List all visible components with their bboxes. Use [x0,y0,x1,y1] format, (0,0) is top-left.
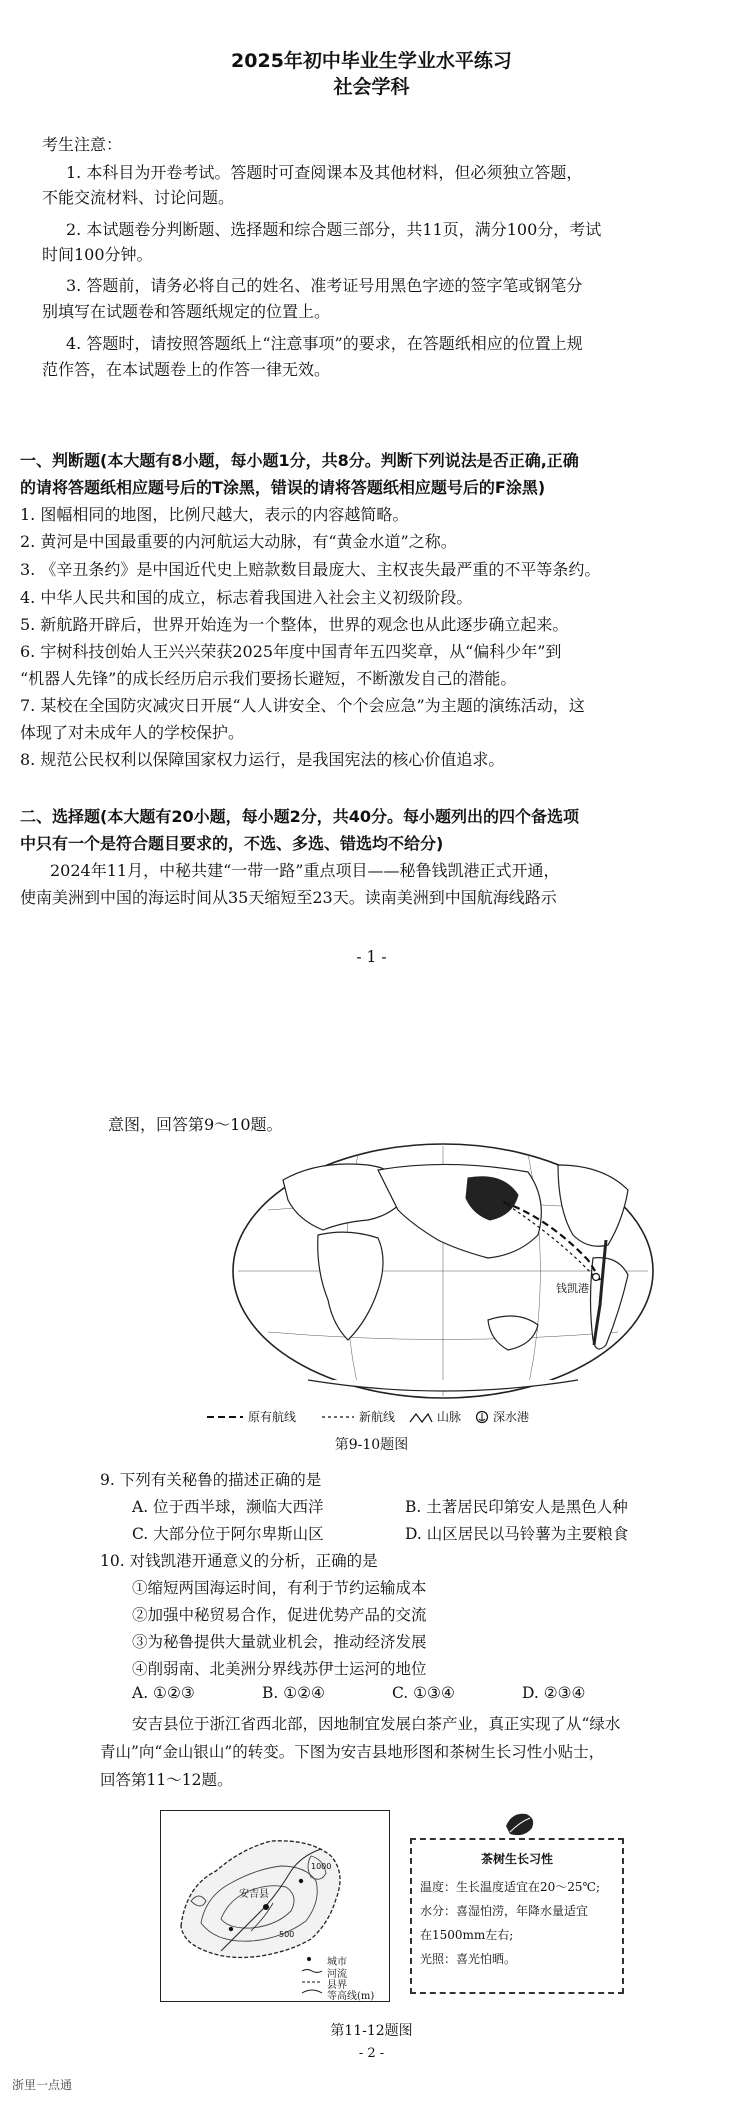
legend-label: 等高线(m) [327,1991,375,2002]
passage-line: 回答第11～12题。 [100,1771,233,1789]
legend-label: 城市 [327,1957,347,1968]
section2-heading: 中只有一个是符合题目要求的，不选、多选、错选均不给分) [20,834,444,853]
notice-line: 1. 本科目为开卷考试。答题时可查阅课本及其他材料，但必须独立答题， [66,163,583,182]
county-label: 安吉县 [239,1889,269,1900]
port-label: 钱凯港 [556,1282,589,1295]
tea-leaf-icon [502,1808,538,1840]
watermark-text: 浙里一点通 [12,2078,73,2092]
notice-line: 4. 答题时，请按照答题纸上“注意事项”的要求，在答题纸相应的位置上规 [66,334,583,353]
judge-question: 2. 黄河是中国最重要的内河航运大动脉，有“黄金水道”之称。 [20,532,457,551]
notice-line: 范作答，在本试题卷上的作答一律无效。 [42,360,331,379]
figure-caption: 第11-12题图 [330,2023,413,2039]
notice-line: 2. 本试题卷分判断题、选择题和综合题三部分，共11页，满分100分，考试 [66,220,602,239]
anji-map-graphic [161,1811,389,2001]
passage-line: 2024年11月，中秘共建“一带一路”重点项目——秘鲁钱凯港正式开通， [50,861,560,880]
new-route-legend-icon [320,1410,356,1424]
contour-legend-icon [302,1990,322,1993]
tea-tips-box [410,1838,624,1994]
world-map [228,1140,658,1402]
legend-label: 新航线 [359,1410,396,1424]
mountain-legend-icon [408,1410,434,1424]
judge-question: “机器人先锋”的成长经历启示我们要扬长避短，不断激发自己的潜能。 [20,669,517,688]
judge-question: 3. 《辛丑条约》是中国近代史上赔款数目最庞大、主权丧失最严重的不平等条约。 [20,560,601,579]
q10-item: ④削弱南、北美洲分界线苏伊士运河的地位 [132,1660,427,1678]
deep-port-legend-icon [474,1409,490,1425]
tips-line: 光照：喜光怕晒。 [420,1952,517,1966]
port-marker [593,1274,600,1281]
q10-item: ②加强中秘贸易合作，促进优势产品的交流 [132,1606,427,1624]
q10-option-c[interactable]: C. ①③④ [392,1684,455,1702]
city-legend-icon [307,1957,311,1961]
judge-question: 5. 新航路开辟后，世界开始连为一个整体，世界的观念也从此逐步确立起来。 [20,615,569,634]
passage-line: 安吉县位于浙江省西北部，因地制宜发展白茶产业，真正实现了从“绿水 [132,1715,621,1733]
continent-antarctica [308,1380,578,1391]
notice-line: 时间100分钟。 [42,245,153,264]
legend-label: 山脉 [437,1410,462,1424]
q10-stem: 10. 对钱凯港开通意义的分析，正确的是 [100,1552,378,1570]
q10-option-a[interactable]: A. ①②③ [132,1684,195,1702]
page-number: - 2 - [358,2046,385,2061]
anji-terrain-map [160,1810,390,2002]
tips-line: 在1500mm左右; [420,1928,514,1942]
tips-line: 温度：生长温度适宜在20～25℃; [420,1880,601,1894]
city-marker [229,1927,233,1931]
passage-line: 意图，回答第9～10题。 [108,1115,283,1134]
passage-line: 使南美洲到中国的海运时间从35天缩短至23天。读南美洲到中国航海线路示 [20,888,557,907]
q9-option-b[interactable]: B. 土著居民印第安人是黑色人种 [405,1498,628,1516]
legend-label: 河流 [327,1969,347,1980]
section1-heading: 的请将答题纸相应题号后的T涂黑，错误的请将答题纸相应题号后的F涂黑) [20,478,546,497]
notice-line: 不能交流材料、讨论问题。 [42,188,235,207]
figure-caption: 第9-10题图 [334,1437,409,1453]
judge-question: 体现了对未成年人的学校保护。 [20,723,245,742]
page-number: - 1 - [356,948,387,966]
q10-item: ①缩短两国海运时间，有利于节约运输成本 [132,1579,427,1597]
exam-title: 2025年初中毕业生学业水平练习 [231,50,512,72]
county-seat-marker [263,1904,269,1910]
contour-value: 500 [279,1930,295,1939]
q9-option-a[interactable]: A. 位于西半球，濒临大西洋 [132,1498,324,1516]
judge-question: 7. 某校在全国防灾减灾日开展“人人讲安全、个个会应急”为主题的演练活动，这 [20,696,585,715]
legend-label: 深水港 [493,1410,530,1424]
q10-item: ③为秘鲁提供大量就业机会，推动经济发展 [132,1633,427,1651]
tips-line: 水分：喜湿怕涝，年降水量适宜 [420,1904,589,1918]
q10-option-d[interactable]: D. ②③④ [522,1684,586,1702]
legend-label: 县界 [327,1980,347,1991]
old-route-legend-icon [205,1410,245,1424]
section1-heading: 一、判断题(本大题有8小题，每小题1分，共8分。判断下列说法是否正确,正确 [20,451,579,470]
passage-line: 青山”向“金山银山”的转变。下图为安吉县地形图和茶树生长习性小贴士， [100,1743,605,1761]
notice-line: 3. 答题前，请务必将自己的姓名、准考证号用黑色字迹的签字笔或钢笔分 [66,276,583,295]
judge-question: 8. 规范公民权利以保障国家权力运行，是我国宪法的核心价值追求。 [20,750,505,769]
q9-stem: 9. 下列有关秘鲁的描述正确的是 [100,1471,322,1489]
notice-heading: 考生注意： [42,135,123,154]
judge-question: 1. 图幅相同的地图，比例尺越大，表示的内容越简略。 [20,505,409,524]
q9-option-d[interactable]: D. 山区居民以马铃薯为主要粮食 [405,1525,629,1543]
notice-line: 别填写在试题卷和答题纸规定的位置上。 [42,302,331,321]
exam-subject: 社会学科 [333,76,410,98]
judge-question: 6. 宇树科技创始人王兴兴荣获2025年度中国青年五四奖章，从“偏科少年”到 [20,642,562,661]
contour-value: 1000 [311,1862,332,1871]
city-marker [299,1879,303,1883]
judge-question: 4. 中华人民共和国的成立，标志着我国进入社会主义初级阶段。 [20,588,473,607]
q9-option-c[interactable]: C. 大部分位于阿尔卑斯山区 [132,1525,324,1543]
q10-option-b[interactable]: B. ①②④ [262,1684,325,1702]
river-legend-icon [302,1970,322,1973]
tips-title: 茶树生长习性 [480,1852,553,1866]
section2-heading: 二、选择题(本大题有20小题，每小题2分，共40分。每小题列出的四个备选项 [20,807,579,826]
legend-label: 原有航线 [248,1410,297,1424]
